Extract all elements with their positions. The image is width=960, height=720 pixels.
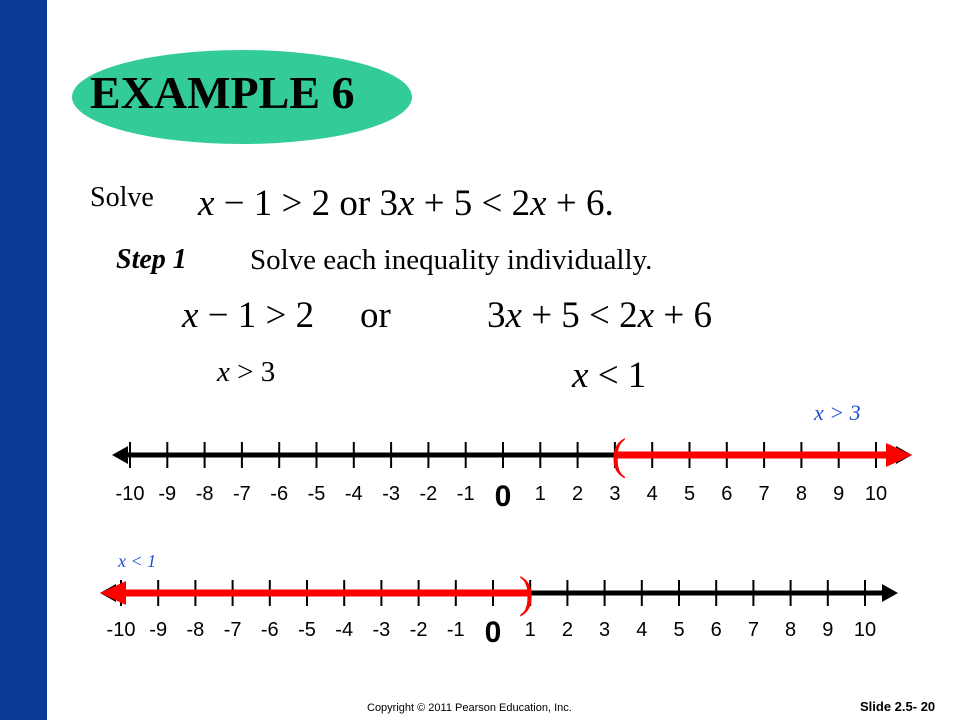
tick-label: 1 [524,619,536,641]
axis-left-arrow [112,446,128,464]
tick-label: -10 [106,619,136,641]
tick-label: -7 [223,619,242,641]
tick-label: 3 [599,619,611,641]
tick-label: 4 [636,619,648,641]
tick-label: 7 [747,619,759,641]
tick-label: 0 [494,480,512,513]
tick-label: 0 [484,616,502,649]
solution-2: x < 1 [572,355,647,396]
tick-label: 10 [864,483,888,505]
tick-label: 10 [853,619,877,641]
endpoint-parenthesis: ) [518,568,534,617]
tick-label: -4 [335,619,354,641]
copyright-text: Copyright © 2011 Pearson Education, Inc. [367,702,572,714]
solve-label: Solve [90,182,154,213]
number-line-label: x > 3 [814,400,861,425]
tick-label: 7 [758,483,770,505]
tick-label: -9 [158,483,177,505]
tick-label: 9 [822,619,834,641]
tick-label: -6 [260,619,279,641]
axis-right-arrow [882,584,898,602]
endpoint-parenthesis: ( [611,430,627,479]
solution-arrow [886,443,912,467]
tick-label: -2 [409,619,428,641]
step-label: Step 1 [116,244,187,275]
tick-label: -3 [372,619,391,641]
tick-label: -9 [149,619,168,641]
tick-label: 5 [673,619,685,641]
tick-label: -3 [382,483,400,505]
problem-statement: x − 1 > 2 or 3x + 5 < 2x + 6. [198,183,614,224]
tick-label: -4 [344,483,363,505]
number-line-label: x < 1 [118,551,157,571]
tick-label: 8 [795,483,807,505]
tick-label: 9 [833,483,845,505]
tick-label: -1 [456,483,475,505]
solution-1: x > 3 [217,356,276,388]
tick-label: 2 [572,483,584,505]
tick-label: -8 [186,619,205,641]
step-description: Solve each inequality individually. [250,244,653,276]
tick-label: -8 [195,483,214,505]
solution-arrow [100,581,126,605]
inequality-2: 3x + 5 < 2x + 6 [487,295,712,336]
tick-label: -6 [270,483,289,505]
inequality-1: x − 1 > 2 [182,295,315,336]
tick-label: 6 [721,483,733,505]
tick-label: -10 [115,483,145,505]
slide-number: Slide 2.5- 20 [860,699,936,714]
tick-label: 1 [534,483,546,505]
tick-label: 4 [646,483,658,505]
tick-label: -2 [419,483,438,505]
or-connector: or [360,295,391,336]
tick-label: 6 [710,619,722,641]
tick-label: -5 [298,619,316,641]
slide-title: EXAMPLE 6 [90,67,355,118]
tick-label: 2 [561,619,573,641]
tick-label: -1 [446,619,465,641]
tick-label: -5 [307,483,326,505]
tick-label: 8 [785,619,797,641]
tick-label: -7 [233,483,251,505]
tick-label: 5 [683,483,696,505]
tick-label: 3 [609,483,621,505]
